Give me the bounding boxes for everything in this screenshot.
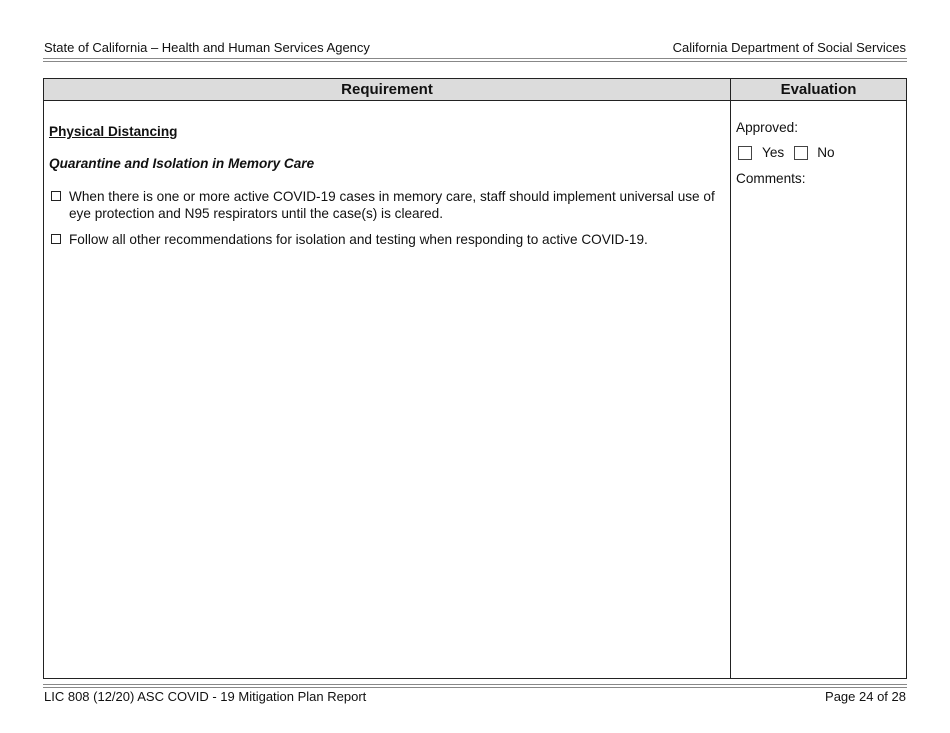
- requirements-table: [43, 78, 907, 679]
- requirement-column-header: Requirement: [44, 79, 731, 101]
- no-checkbox[interactable]: [794, 146, 808, 160]
- comments-label: Comments:: [736, 171, 806, 186]
- requirement-list: [49, 188, 724, 248]
- header-rule: [43, 58, 907, 62]
- requirement-cell: [44, 101, 731, 679]
- header-department: California Department of Social Services: [672, 40, 906, 55]
- footer-form-id: LIC 808 (12/20) ASC COVID - 19 Mitigation Plan Report: [44, 689, 367, 704]
- requirement-text: Follow all other recommendations for isolation and testing when responding to active COVID-19.: [69, 232, 648, 247]
- list-item: [49, 188, 724, 222]
- yes-checkbox[interactable]: [738, 146, 752, 160]
- requirement-text: When there is one or more active COVID-19 cases in memory care, staff should implement universal use of eye protection and N95 respirators until the case(s) is cleared.: [69, 189, 715, 221]
- no-label: No: [817, 145, 835, 160]
- section-title: Physical Distancing: [49, 124, 178, 139]
- footer-rule: [43, 684, 907, 688]
- requirement-checkbox[interactable]: [51, 234, 61, 244]
- table-header-row: [44, 79, 907, 101]
- evaluation-column-header: Evaluation: [731, 79, 907, 101]
- requirement-checkbox[interactable]: [51, 191, 61, 201]
- yes-label: Yes: [762, 145, 785, 160]
- approval-options: [736, 145, 901, 160]
- footer-page-number: Page 24 of 28: [825, 689, 906, 704]
- table-row: [44, 101, 907, 679]
- header-agency: State of California – Health and Human Services Agency: [44, 40, 370, 55]
- list-item: [49, 231, 724, 248]
- approved-label: Approved:: [736, 120, 798, 135]
- evaluation-cell: [731, 101, 907, 679]
- subsection-title: Quarantine and Isolation in Memory Care: [49, 156, 315, 171]
